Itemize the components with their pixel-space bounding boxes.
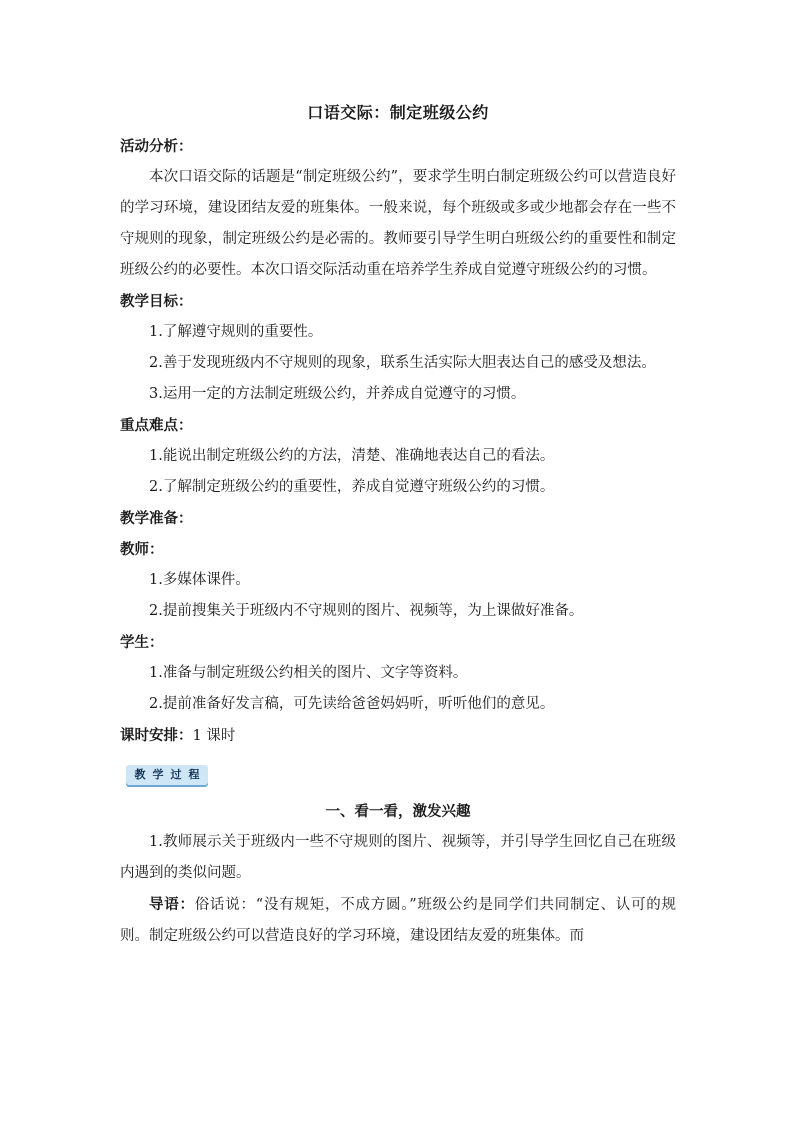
lead-in-label: 导语： xyxy=(149,896,195,913)
goals-heading: 教学目标： xyxy=(120,293,193,310)
goal-item: 1.了解遵守规则的重要性。 xyxy=(149,324,323,340)
focus-item: 1.能说出制定班级公约的方法，清楚、准确地表达自己的看法。 xyxy=(149,448,555,464)
process-badge-row xyxy=(126,758,676,792)
badge-char: 过 xyxy=(170,768,182,781)
teaching-process-badge xyxy=(126,765,208,785)
student-heading: 学生： xyxy=(120,634,164,651)
analysis-heading: 活动分析： xyxy=(120,138,193,155)
badge-char: 学 xyxy=(152,768,164,781)
focus-item: 2.了解制定班级公约的重要性，养成自觉遵守班级公约的习惯。 xyxy=(149,479,555,495)
analysis-paragraph: 本次口语交际的话题是“制定班级公约”，要求学生明白制定班级公约可以营造良好的学习环境，建设团结友爱的班集体。一般来说，每个班级或多或少地都会存在一些不守规则的现象，制定班级公约是必需的。教师要引导学生明白班级公约的重要性和制定班级公约的必要性。本次口语交际活动重在培养学生养成自觉遵守班级公约的习惯。 xyxy=(120,169,676,278)
lead-in-text: 俗话说：“没有规矩，不成方圆。”班级公约是同学们共同制定、认可的规则。制定班级公约可以营造良好的学习环境，建设团结友爱的班集体。而 xyxy=(120,897,676,944)
goal-item: 2.善于发现班级内不守规则的现象，联系生活实际大胆表达自己的感受及想法。 xyxy=(149,355,656,371)
document-body xyxy=(120,100,676,952)
prep-heading: 教学准备： xyxy=(120,510,193,527)
schedule-value: 1 课时 xyxy=(192,728,236,744)
student-prep-item: 1.准备与制定班级公约相关的图片、文字等资料。 xyxy=(149,665,468,681)
schedule-label: 课时安排： xyxy=(120,727,193,744)
section-title: 一、看一看，激发兴趣 xyxy=(325,803,471,820)
focus-heading: 重点难点： xyxy=(120,417,193,434)
teacher-prep-item: 2.提前搜集关于班级内不守规则的图片、视频等，为上课做好准备。 xyxy=(149,603,584,619)
student-prep-item: 2.提前准备好发言稿，可先读给爸爸妈妈听，听听他们的意见。 xyxy=(149,696,555,712)
document-title: 口语交际：制定班级公约 xyxy=(307,103,489,122)
badge-char: 教 xyxy=(134,768,146,781)
schedule-line xyxy=(120,720,676,752)
goal-item: 3.运用一定的方法制定班级公约，并养成自觉遵守的习惯。 xyxy=(149,386,526,402)
lead-in-paragraph xyxy=(120,889,676,952)
teacher-heading: 教师： xyxy=(120,541,164,558)
teacher-prep-item: 1.多媒体课件。 xyxy=(149,572,250,588)
badge-char: 程 xyxy=(188,768,200,781)
section-paragraph: 1.教师展示关于班级内一些不守规则的图片、视频等，并引导学生回忆自己在班级内遇到的类似问题。 xyxy=(120,834,676,881)
